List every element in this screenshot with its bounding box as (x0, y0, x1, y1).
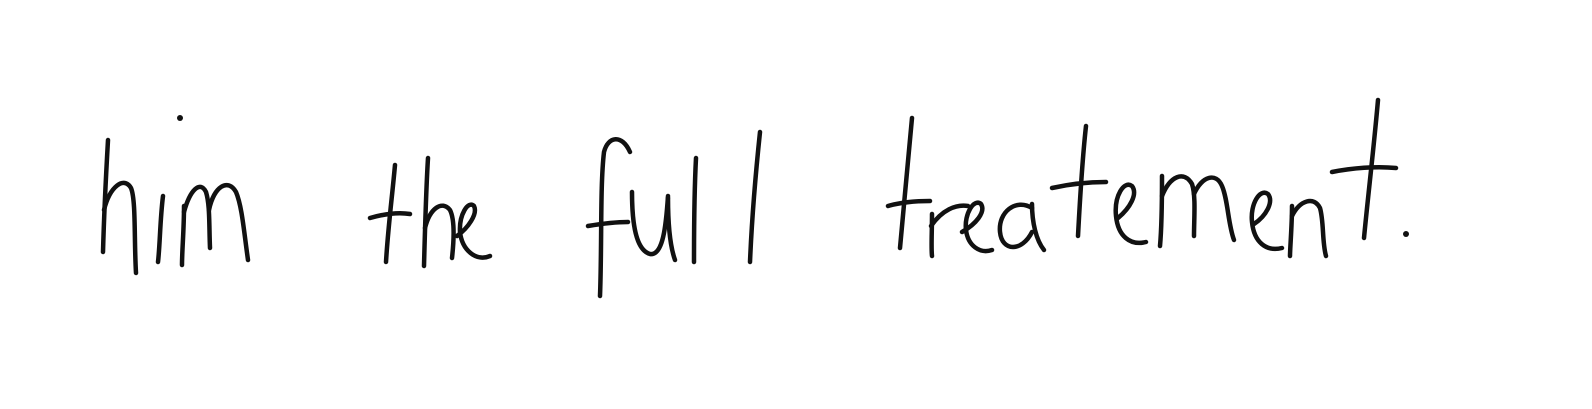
word-treatement-text (0, 0, 7, 1)
word-him (0, 0, 248, 273)
word-full (0, 0, 760, 296)
